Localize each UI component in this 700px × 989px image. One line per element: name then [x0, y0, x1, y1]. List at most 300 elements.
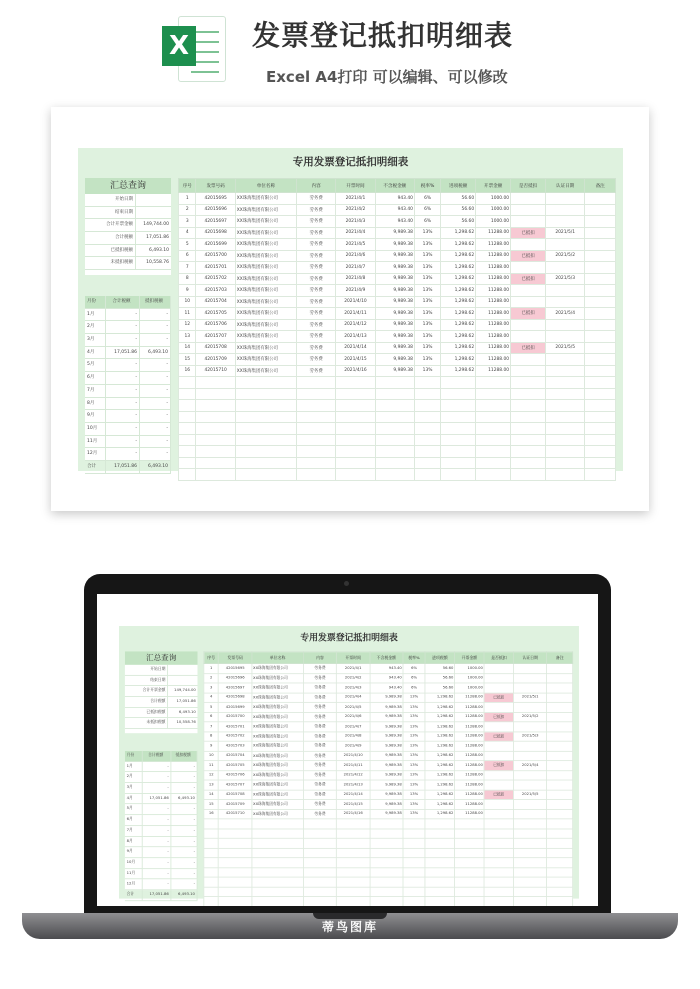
table-cell[interactable]: 2021/5/4	[514, 761, 547, 771]
table-cell-empty[interactable]	[303, 858, 336, 868]
table-cell[interactable]: 2	[179, 204, 196, 216]
table-cell[interactable]: 42015703	[196, 285, 235, 297]
table-cell-empty[interactable]	[337, 848, 370, 858]
table-cell-empty[interactable]	[425, 897, 455, 906]
table-cell[interactable]: 2021/4/8	[337, 732, 370, 742]
table-cell[interactable]: 劳务费	[303, 770, 336, 780]
table-cell[interactable]: 13%	[414, 342, 440, 354]
table-cell-empty[interactable]	[484, 838, 514, 848]
table-cell-empty[interactable]	[370, 858, 403, 868]
table-cell[interactable]: 1,298.62	[441, 342, 476, 354]
table-cell[interactable]: XX珠海集团有限公司	[252, 693, 304, 703]
table-cell-empty[interactable]	[511, 400, 546, 412]
table-cell[interactable]: 8	[179, 273, 196, 285]
table-cell[interactable]: 13%	[414, 296, 440, 308]
table-cell[interactable]: 2021/4/11	[337, 761, 370, 771]
table-cell[interactable]: 42015705	[196, 308, 235, 320]
table-cell[interactable]: 42015696	[219, 673, 252, 683]
table-cell[interactable]	[547, 702, 573, 712]
table-cell[interactable]: 42015709	[196, 354, 235, 366]
table-cell[interactable]	[514, 799, 547, 809]
table-cell[interactable]	[484, 809, 514, 819]
table-cell[interactable]: 11288.00	[476, 285, 511, 297]
table-cell[interactable]: XX珠海集团有限公司	[235, 204, 296, 216]
table-cell[interactable]: 1,298.62	[441, 319, 476, 331]
table-cell[interactable]: 2021/4/12	[337, 770, 370, 780]
table-cell[interactable]: 劳务费	[303, 722, 336, 732]
table-cell[interactable]	[546, 204, 585, 216]
table-cell[interactable]: 9,989.38	[375, 354, 414, 366]
table-cell[interactable]: 13%	[403, 741, 425, 751]
table-cell-empty[interactable]	[455, 887, 485, 897]
table-cell-empty[interactable]	[296, 446, 335, 458]
table-cell-empty[interactable]	[455, 838, 485, 848]
table-cell[interactable]: 11288.00	[476, 227, 511, 239]
table-cell[interactable]: 劳务费	[303, 664, 336, 674]
table-cell-empty[interactable]	[219, 897, 252, 906]
table-cell[interactable]: 11288.00	[455, 790, 485, 800]
table-cell[interactable]: 1,298.62	[441, 227, 476, 239]
table-cell[interactable]	[547, 809, 573, 819]
table-cell[interactable]: 11288.00	[455, 741, 485, 751]
table-cell[interactable]	[514, 673, 547, 683]
table-cell[interactable]: 5	[179, 239, 196, 251]
table-cell[interactable]: 42015697	[219, 683, 252, 693]
table-cell-empty[interactable]	[484, 887, 514, 897]
table-cell[interactable]: 劳务费	[296, 285, 335, 297]
table-cell-empty[interactable]	[511, 423, 546, 435]
table-cell-empty[interactable]	[196, 457, 235, 469]
table-cell-empty[interactable]	[514, 867, 547, 877]
table-cell-empty[interactable]	[252, 887, 304, 897]
table-cell[interactable]: 13%	[403, 780, 425, 790]
table-cell[interactable]: 2021/4/16	[337, 809, 370, 819]
table-cell-empty[interactable]	[303, 838, 336, 848]
table-cell[interactable]: 42015707	[196, 331, 235, 343]
table-cell[interactable]: 11288.00	[476, 319, 511, 331]
table-cell[interactable]: 42015697	[196, 216, 235, 228]
table-cell[interactable]: 6%	[414, 216, 440, 228]
table-cell[interactable]: 劳务费	[296, 216, 335, 228]
table-cell-empty[interactable]	[403, 858, 425, 868]
table-cell-empty[interactable]	[514, 877, 547, 887]
table-cell[interactable]: 2021/4/4	[336, 227, 375, 239]
table-cell-empty[interactable]	[514, 838, 547, 848]
table-cell[interactable]: 56.60	[441, 193, 476, 205]
table-cell[interactable]: 6%	[403, 664, 425, 674]
table-cell[interactable]: 1,298.62	[441, 354, 476, 366]
table-cell[interactable]	[514, 741, 547, 751]
table-cell-empty[interactable]	[296, 377, 335, 389]
table-cell[interactable]: 9,989.38	[370, 722, 403, 732]
table-cell[interactable]: XX珠海集团有限公司	[235, 308, 296, 320]
table-cell[interactable]: XX珠海集团有限公司	[252, 732, 304, 742]
table-cell[interactable]: 11288.00	[476, 273, 511, 285]
table-cell[interactable]: 劳务费	[296, 319, 335, 331]
table-cell[interactable]	[585, 354, 616, 366]
table-cell[interactable]: 13%	[403, 770, 425, 780]
table-cell[interactable]: XX珠海集团有限公司	[252, 683, 304, 693]
table-cell[interactable]	[511, 319, 546, 331]
table-cell[interactable]	[585, 239, 616, 251]
table-cell[interactable]	[546, 354, 585, 366]
table-cell[interactable]: 1,298.62	[425, 751, 455, 761]
table-cell[interactable]: 943.40	[370, 683, 403, 693]
table-cell-empty[interactable]	[514, 848, 547, 858]
table-cell[interactable]	[546, 239, 585, 251]
table-cell-empty[interactable]	[425, 819, 455, 829]
table-cell-empty[interactable]	[476, 457, 511, 469]
table-cell[interactable]: 9	[179, 285, 196, 297]
table-cell[interactable]: 13%	[414, 331, 440, 343]
table-cell-empty[interactable]	[511, 469, 546, 481]
table-cell[interactable]: 劳务费	[296, 342, 335, 354]
table-cell[interactable]: 1,298.62	[425, 722, 455, 732]
table-cell[interactable]: 943.40	[370, 664, 403, 674]
table-cell[interactable]: XX珠海集团有限公司	[252, 722, 304, 732]
table-cell[interactable]: 42015700	[219, 712, 252, 722]
table-cell[interactable]: 2021/5/1	[546, 227, 585, 239]
table-cell-empty[interactable]	[476, 388, 511, 400]
table-cell-empty[interactable]	[370, 829, 403, 839]
table-cell[interactable]: 13%	[414, 273, 440, 285]
table-cell[interactable]: 15	[179, 354, 196, 366]
table-cell[interactable]: 10	[204, 751, 219, 761]
table-cell[interactable]: 2021/4/7	[336, 262, 375, 274]
table-cell-empty[interactable]	[336, 457, 375, 469]
table-cell[interactable]: 2021/4/6	[336, 250, 375, 262]
table-cell-empty[interactable]	[375, 457, 414, 469]
table-cell[interactable]	[514, 683, 547, 693]
table-cell-empty[interactable]	[403, 838, 425, 848]
table-cell-empty[interactable]	[252, 867, 304, 877]
table-cell-empty[interactable]	[414, 400, 440, 412]
table-cell[interactable]: 2021/4/5	[337, 702, 370, 712]
table-cell[interactable]: 1,298.62	[441, 308, 476, 320]
table-cell[interactable]: 13%	[403, 693, 425, 703]
table-cell-empty[interactable]	[511, 457, 546, 469]
table-cell[interactable]	[547, 722, 573, 732]
table-cell[interactable]: XX珠海集团有限公司	[235, 331, 296, 343]
table-cell[interactable]: XX珠海集团有限公司	[235, 354, 296, 366]
table-cell[interactable]: 劳务费	[296, 250, 335, 262]
table-cell-empty[interactable]	[455, 877, 485, 887]
table-cell[interactable]	[484, 683, 514, 693]
table-cell-empty[interactable]	[585, 377, 616, 389]
table-cell-empty[interactable]	[484, 867, 514, 877]
table-cell[interactable]: XX珠海集团有限公司	[235, 193, 296, 205]
table-cell[interactable]: 3	[204, 683, 219, 693]
table-cell-empty[interactable]	[337, 867, 370, 877]
table-cell[interactable]	[514, 809, 547, 819]
table-cell[interactable]: 已抵扣	[484, 712, 514, 722]
table-cell[interactable]: 6	[204, 712, 219, 722]
table-cell[interactable]: 13%	[403, 799, 425, 809]
table-cell-empty[interactable]	[235, 400, 296, 412]
table-cell[interactable]: XX珠海集团有限公司	[252, 790, 304, 800]
table-cell[interactable]	[546, 365, 585, 377]
table-cell-empty[interactable]	[336, 434, 375, 446]
table-cell[interactable]: 13%	[414, 239, 440, 251]
table-cell[interactable]	[511, 285, 546, 297]
table-cell[interactable]: 5	[204, 702, 219, 712]
table-cell[interactable]: 11	[179, 308, 196, 320]
table-cell-empty[interactable]	[375, 377, 414, 389]
table-cell[interactable]: XX珠海集团有限公司	[235, 273, 296, 285]
table-cell-empty[interactable]	[370, 887, 403, 897]
table-cell[interactable]: 6%	[403, 683, 425, 693]
table-cell-empty[interactable]	[484, 819, 514, 829]
table-cell[interactable]: 9,989.38	[375, 296, 414, 308]
table-cell[interactable]: 9,989.38	[370, 790, 403, 800]
table-cell-empty[interactable]	[375, 411, 414, 423]
table-cell[interactable]	[511, 354, 546, 366]
table-cell-empty[interactable]	[414, 423, 440, 435]
table-cell[interactable]: 11288.00	[476, 239, 511, 251]
table-cell-empty[interactable]	[336, 411, 375, 423]
table-cell[interactable]: 15	[204, 799, 219, 809]
table-cell-empty[interactable]	[204, 829, 219, 839]
table-cell-empty[interactable]	[403, 877, 425, 887]
table-cell[interactable]	[484, 780, 514, 790]
table-cell-empty[interactable]	[425, 838, 455, 848]
table-cell[interactable]: 42015708	[219, 790, 252, 800]
table-cell[interactable]: 42015709	[219, 799, 252, 809]
table-cell[interactable]: 11288.00	[476, 365, 511, 377]
table-cell[interactable]	[514, 664, 547, 674]
table-cell-empty[interactable]	[303, 829, 336, 839]
table-cell[interactable]: 56.60	[425, 683, 455, 693]
table-cell-empty[interactable]	[403, 848, 425, 858]
table-cell[interactable]: 劳务费	[296, 227, 335, 239]
table-cell[interactable]: 11288.00	[476, 262, 511, 274]
table-cell[interactable]: 已抵扣	[511, 308, 546, 320]
table-cell-empty[interactable]	[425, 829, 455, 839]
table-cell-empty[interactable]	[547, 819, 573, 829]
table-cell[interactable]: 2021/4/14	[336, 342, 375, 354]
table-cell[interactable]: 劳务费	[296, 365, 335, 377]
table-cell[interactable]: 9,989.38	[375, 342, 414, 354]
table-cell[interactable]: 1,298.62	[425, 732, 455, 742]
table-cell[interactable]	[546, 262, 585, 274]
table-cell[interactable]	[585, 262, 616, 274]
table-cell[interactable]: 2021/4/15	[337, 799, 370, 809]
table-cell-empty[interactable]	[337, 897, 370, 906]
table-cell-empty[interactable]	[511, 411, 546, 423]
table-cell-empty[interactable]	[252, 829, 304, 839]
table-cell-empty[interactable]	[252, 819, 304, 829]
table-cell-empty[interactable]	[425, 887, 455, 897]
table-cell[interactable]: 2021/4/6	[337, 712, 370, 722]
table-cell-empty[interactable]	[296, 434, 335, 446]
table-cell-empty[interactable]	[546, 400, 585, 412]
table-cell[interactable]: 1	[204, 664, 219, 674]
table-cell[interactable]: 2021/5/5	[514, 790, 547, 800]
table-cell[interactable]	[514, 770, 547, 780]
table-cell[interactable]	[547, 761, 573, 771]
table-cell[interactable]: 2021/4/3	[336, 216, 375, 228]
table-cell[interactable]: 2021/4/9	[337, 741, 370, 751]
table-cell[interactable]: 11288.00	[455, 751, 485, 761]
table-cell[interactable]	[547, 790, 573, 800]
table-cell[interactable]: 42015698	[219, 693, 252, 703]
table-cell[interactable]: 2021/4/8	[336, 273, 375, 285]
table-cell-empty[interactable]	[546, 457, 585, 469]
table-cell[interactable]: XX珠海集团有限公司	[235, 216, 296, 228]
table-cell[interactable]: 1,298.62	[425, 780, 455, 790]
table-cell-empty[interactable]	[414, 434, 440, 446]
table-cell-empty[interactable]	[219, 858, 252, 868]
table-cell[interactable]: 42015695	[219, 664, 252, 674]
table-cell[interactable]: 9,989.38	[370, 693, 403, 703]
table-cell[interactable]: 42015705	[219, 761, 252, 771]
table-cell[interactable]: 2021/4/4	[337, 693, 370, 703]
table-cell[interactable]	[585, 365, 616, 377]
table-cell-empty[interactable]	[511, 377, 546, 389]
table-cell[interactable]	[547, 664, 573, 674]
table-cell-empty[interactable]	[455, 897, 485, 906]
table-cell-empty[interactable]	[441, 446, 476, 458]
table-cell-empty[interactable]	[403, 887, 425, 897]
table-cell-empty[interactable]	[484, 897, 514, 906]
table-cell[interactable]	[511, 239, 546, 251]
table-cell[interactable]: XX珠海集团有限公司	[235, 250, 296, 262]
table-cell[interactable]: 劳务费	[296, 308, 335, 320]
table-cell[interactable]: 42015699	[219, 702, 252, 712]
table-cell[interactable]	[511, 365, 546, 377]
table-cell-empty[interactable]	[179, 423, 196, 435]
table-cell[interactable]: 已抵扣	[484, 790, 514, 800]
table-cell[interactable]: XX珠海集团有限公司	[252, 664, 304, 674]
table-cell[interactable]: 11288.00	[476, 250, 511, 262]
table-cell[interactable]: 2021/5/2	[514, 712, 547, 722]
table-cell[interactable]: 9,989.38	[375, 365, 414, 377]
table-cell[interactable]	[547, 799, 573, 809]
table-cell[interactable]: 56.60	[441, 204, 476, 216]
table-cell[interactable]: 13%	[414, 365, 440, 377]
table-cell-empty[interactable]	[403, 819, 425, 829]
table-cell-empty[interactable]	[179, 388, 196, 400]
table-cell[interactable]: 2021/5/2	[546, 250, 585, 262]
table-cell[interactable]: 劳务费	[296, 239, 335, 251]
table-cell[interactable]: 劳务费	[296, 273, 335, 285]
table-cell[interactable]: 943.40	[375, 193, 414, 205]
table-cell[interactable]: 9,989.38	[370, 761, 403, 771]
table-cell-empty[interactable]	[476, 377, 511, 389]
table-cell-empty[interactable]	[476, 469, 511, 481]
table-cell[interactable]: 943.40	[370, 673, 403, 683]
table-cell[interactable]: 已抵扣	[511, 342, 546, 354]
table-cell[interactable]: 56.60	[425, 673, 455, 683]
table-cell[interactable]: 12	[179, 319, 196, 331]
table-cell-empty[interactable]	[546, 377, 585, 389]
table-cell[interactable]: 6%	[403, 673, 425, 683]
table-cell-empty[interactable]	[441, 469, 476, 481]
table-cell-empty[interactable]	[585, 446, 616, 458]
table-cell-empty[interactable]	[204, 897, 219, 906]
table-cell[interactable]: 1,298.62	[425, 809, 455, 819]
table-cell-empty[interactable]	[196, 434, 235, 446]
table-cell[interactable]: 11288.00	[476, 308, 511, 320]
table-cell[interactable]	[546, 296, 585, 308]
table-cell[interactable]: 9,989.38	[375, 262, 414, 274]
table-cell-empty[interactable]	[179, 411, 196, 423]
table-cell-empty[interactable]	[514, 829, 547, 839]
table-cell-empty[interactable]	[219, 829, 252, 839]
table-cell[interactable]: 2021/5/4	[546, 308, 585, 320]
table-cell[interactable]	[546, 319, 585, 331]
table-cell-empty[interactable]	[455, 819, 485, 829]
table-cell[interactable]: 劳务费	[303, 761, 336, 771]
table-cell-empty[interactable]	[204, 838, 219, 848]
table-cell-empty[interactable]	[252, 848, 304, 858]
table-cell[interactable]	[511, 204, 546, 216]
table-cell[interactable]: 11288.00	[476, 296, 511, 308]
table-cell-empty[interactable]	[511, 434, 546, 446]
table-cell[interactable]: 2021/5/1	[514, 693, 547, 703]
table-cell[interactable]	[585, 193, 616, 205]
table-cell-empty[interactable]	[196, 411, 235, 423]
table-cell[interactable]: 11288.00	[455, 722, 485, 732]
table-cell-empty[interactable]	[441, 434, 476, 446]
table-cell[interactable]: 劳务费	[296, 193, 335, 205]
table-cell-empty[interactable]	[547, 838, 573, 848]
table-cell-empty[interactable]	[441, 377, 476, 389]
table-cell[interactable]: 已抵扣	[484, 732, 514, 742]
table-cell[interactable]: 9	[204, 741, 219, 751]
table-cell[interactable]: 2021/5/3	[514, 732, 547, 742]
table-cell[interactable]: 2021/4/2	[337, 673, 370, 683]
table-cell-empty[interactable]	[476, 446, 511, 458]
table-cell-empty[interactable]	[219, 887, 252, 897]
table-cell[interactable]	[585, 250, 616, 262]
table-cell[interactable]: 11288.00	[455, 780, 485, 790]
table-cell[interactable]: 2021/4/2	[336, 204, 375, 216]
table-cell[interactable]: 2021/4/1	[336, 193, 375, 205]
table-cell[interactable]: 11	[204, 761, 219, 771]
table-cell-empty[interactable]	[296, 469, 335, 481]
table-cell-empty[interactable]	[252, 858, 304, 868]
table-cell[interactable]: 1000.00	[455, 664, 485, 674]
table-cell[interactable]: 11288.00	[455, 761, 485, 771]
table-cell[interactable]: 9,989.38	[375, 308, 414, 320]
table-cell[interactable]: XX珠海集团有限公司	[252, 761, 304, 771]
table-cell[interactable]: 11288.00	[455, 809, 485, 819]
table-cell-empty[interactable]	[585, 411, 616, 423]
table-cell[interactable]: 2021/4/5	[336, 239, 375, 251]
table-cell[interactable]: 13%	[403, 702, 425, 712]
table-cell-empty[interactable]	[296, 388, 335, 400]
table-cell-empty[interactable]	[585, 434, 616, 446]
table-cell-empty[interactable]	[337, 819, 370, 829]
table-cell[interactable]: 2021/4/14	[337, 790, 370, 800]
table-cell-empty[interactable]	[235, 377, 296, 389]
table-cell[interactable]: 劳务费	[296, 262, 335, 274]
table-cell-empty[interactable]	[547, 887, 573, 897]
table-cell[interactable]: 13%	[414, 354, 440, 366]
table-cell-empty[interactable]	[414, 388, 440, 400]
table-cell[interactable]	[511, 262, 546, 274]
table-cell[interactable]: 6%	[414, 193, 440, 205]
table-cell[interactable]: XX珠海集团有限公司	[252, 712, 304, 722]
table-cell-empty[interactable]	[303, 887, 336, 897]
table-cell[interactable]: XX珠海集团有限公司	[252, 780, 304, 790]
table-cell-empty[interactable]	[252, 897, 304, 906]
table-cell[interactable]: 42015707	[219, 780, 252, 790]
table-cell-empty[interactable]	[196, 446, 235, 458]
table-cell-empty[interactable]	[375, 434, 414, 446]
table-cell-empty[interactable]	[370, 848, 403, 858]
